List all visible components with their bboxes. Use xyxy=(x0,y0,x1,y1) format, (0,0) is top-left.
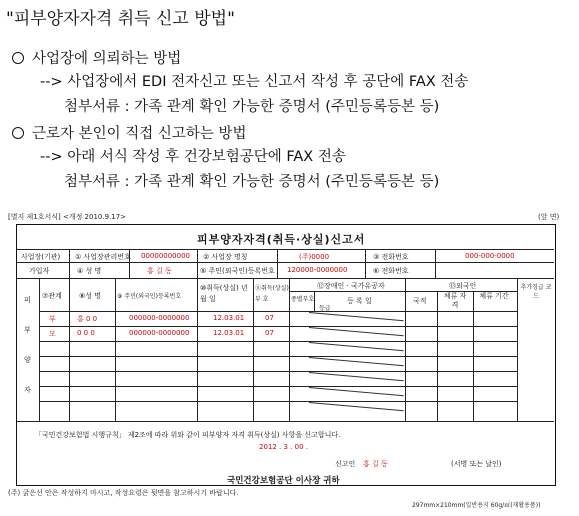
mgmt-no-label: ① 사업장관리번호 xyxy=(75,253,131,261)
col-disabled-type: 종별부호 xyxy=(291,296,315,303)
row1-name: 홍 0 0 xyxy=(77,315,98,323)
workplace-name-value: (주)0000 xyxy=(299,253,330,261)
subscriber-name-value: 홍 길 동 xyxy=(147,267,172,275)
method1-line xyxy=(12,47,181,68)
method2-line xyxy=(12,122,247,143)
col-code: ⑪취득(상실) 부 호 xyxy=(255,285,289,303)
addressee: 국민건강보험공단 이사장 귀하 xyxy=(227,476,340,486)
form-header-left: [별지 제1호서식] <개정 2010.9.17> xyxy=(8,213,127,221)
reporter-name: 홍 길 동 xyxy=(363,460,388,468)
workplace-phone-value: 000-000-0000 xyxy=(465,252,515,260)
col-date: ⑩취득(상실) 년 월 일 xyxy=(200,284,248,303)
method1-docs: 첨부서류 : 가족 관계 확인 가능한 증명서 (주민등록등본 등) xyxy=(64,99,440,115)
col-disabled-grade: 등급 xyxy=(319,305,331,312)
form-title: 피부양자자격(취득·상실)신고서 xyxy=(197,233,366,246)
side-label-4: 자 xyxy=(24,386,31,394)
subscriber-name-label: ④ 성 명 xyxy=(77,267,102,275)
col-rrn: ⑨ 주민(외국인)등록번호 xyxy=(117,293,182,300)
col-stay-period: 체류 기간 xyxy=(479,292,509,300)
row1-date: 12.03.01 xyxy=(213,314,245,322)
method2-detail: --> 아래 서식 작성 후 건강보험공단에 FAX 전송 xyxy=(40,149,346,165)
row1-code: 07 xyxy=(265,314,274,322)
date-line: 2012 . 3 . 00 . xyxy=(259,443,308,451)
row2-name: 0 0 0 xyxy=(77,329,95,337)
form-header-right: (앞 면) xyxy=(538,213,560,221)
page-title: "피부양자자격 취득 신고 방법" xyxy=(6,9,235,29)
mgmt-no-value: 00000000000 xyxy=(141,252,190,260)
col-name: ⑧성 명 xyxy=(79,292,102,300)
workplace-phone-label: ③ 전화번호 xyxy=(373,253,409,261)
method2-text: 근로자 본인이 직접 신고하는 방법 xyxy=(32,126,247,142)
row1-rrn: 000000-0000000 xyxy=(129,314,190,322)
paper-spec: 297mm×210mm(일반용지 60g/㎡(재활용품)) xyxy=(412,502,541,509)
statement: 「국민건강보험법 시행규칙」 제2조에 따라 위와 같이 피부양자 자격 취득(상실) 사항을 신고합니다. xyxy=(35,431,341,439)
method2-docs: 첨부서류 : 가족 관계 확인 가능한 증명서 (주민등록등본 등) xyxy=(64,174,440,190)
workplace-name-label: ② 사업장 명칭 xyxy=(203,253,248,261)
col-extra: 추가징급 코드 xyxy=(520,284,552,300)
side-label-1: 피 xyxy=(24,296,31,304)
method1-text: 사업장에 의뢰하는 방법 xyxy=(32,51,182,67)
row2-relation: 모 xyxy=(49,330,56,338)
col-nationality: 국적 xyxy=(413,297,427,305)
subscriber-rrn-value: 120000-0000000 xyxy=(287,266,348,274)
circle-bullet-icon xyxy=(12,127,24,139)
row2-code: 07 xyxy=(265,329,274,337)
workplace-label: 사업장(기관) xyxy=(21,253,61,261)
subscriber-rrn-label: ⑤ 주민(외국인)등록번호 xyxy=(200,267,275,275)
col-relation: ⑦관계 xyxy=(42,292,62,300)
sign-label: (서명 또는 날인) xyxy=(451,460,502,468)
side-label-2: 부 xyxy=(24,326,31,334)
col-stay-status: 체류 자격 xyxy=(443,292,467,309)
col-disabled-reg-date: 등 록 일 xyxy=(347,297,372,305)
circle-bullet-icon xyxy=(12,52,24,64)
form-note: (주) 굵은선 안은 작성하지 마시고, 작성요령은 뒷면을 참고하시기 바랍니다. xyxy=(8,489,239,497)
method1-detail: --> 사업장에서 EDI 전자신고 또는 신고서 작성 후 공단에 FAX 전송 xyxy=(40,74,469,90)
col-disabled: ⑫장애인 · 국가유공자 xyxy=(317,282,385,290)
row2-rrn: 000000-0000000 xyxy=(129,329,190,337)
col-foreigner: ⑬외국인 xyxy=(449,282,477,290)
row2-date: 12.03.01 xyxy=(213,329,245,337)
reporter-label: 신고인 xyxy=(335,460,356,468)
side-label-3: 양 xyxy=(24,356,31,364)
report-form xyxy=(16,224,556,486)
row1-relation: 부 xyxy=(49,315,56,323)
subscriber-phone-label: ⑥ 전화번호 xyxy=(373,267,409,275)
subscriber-label: 가입자 xyxy=(29,267,50,275)
